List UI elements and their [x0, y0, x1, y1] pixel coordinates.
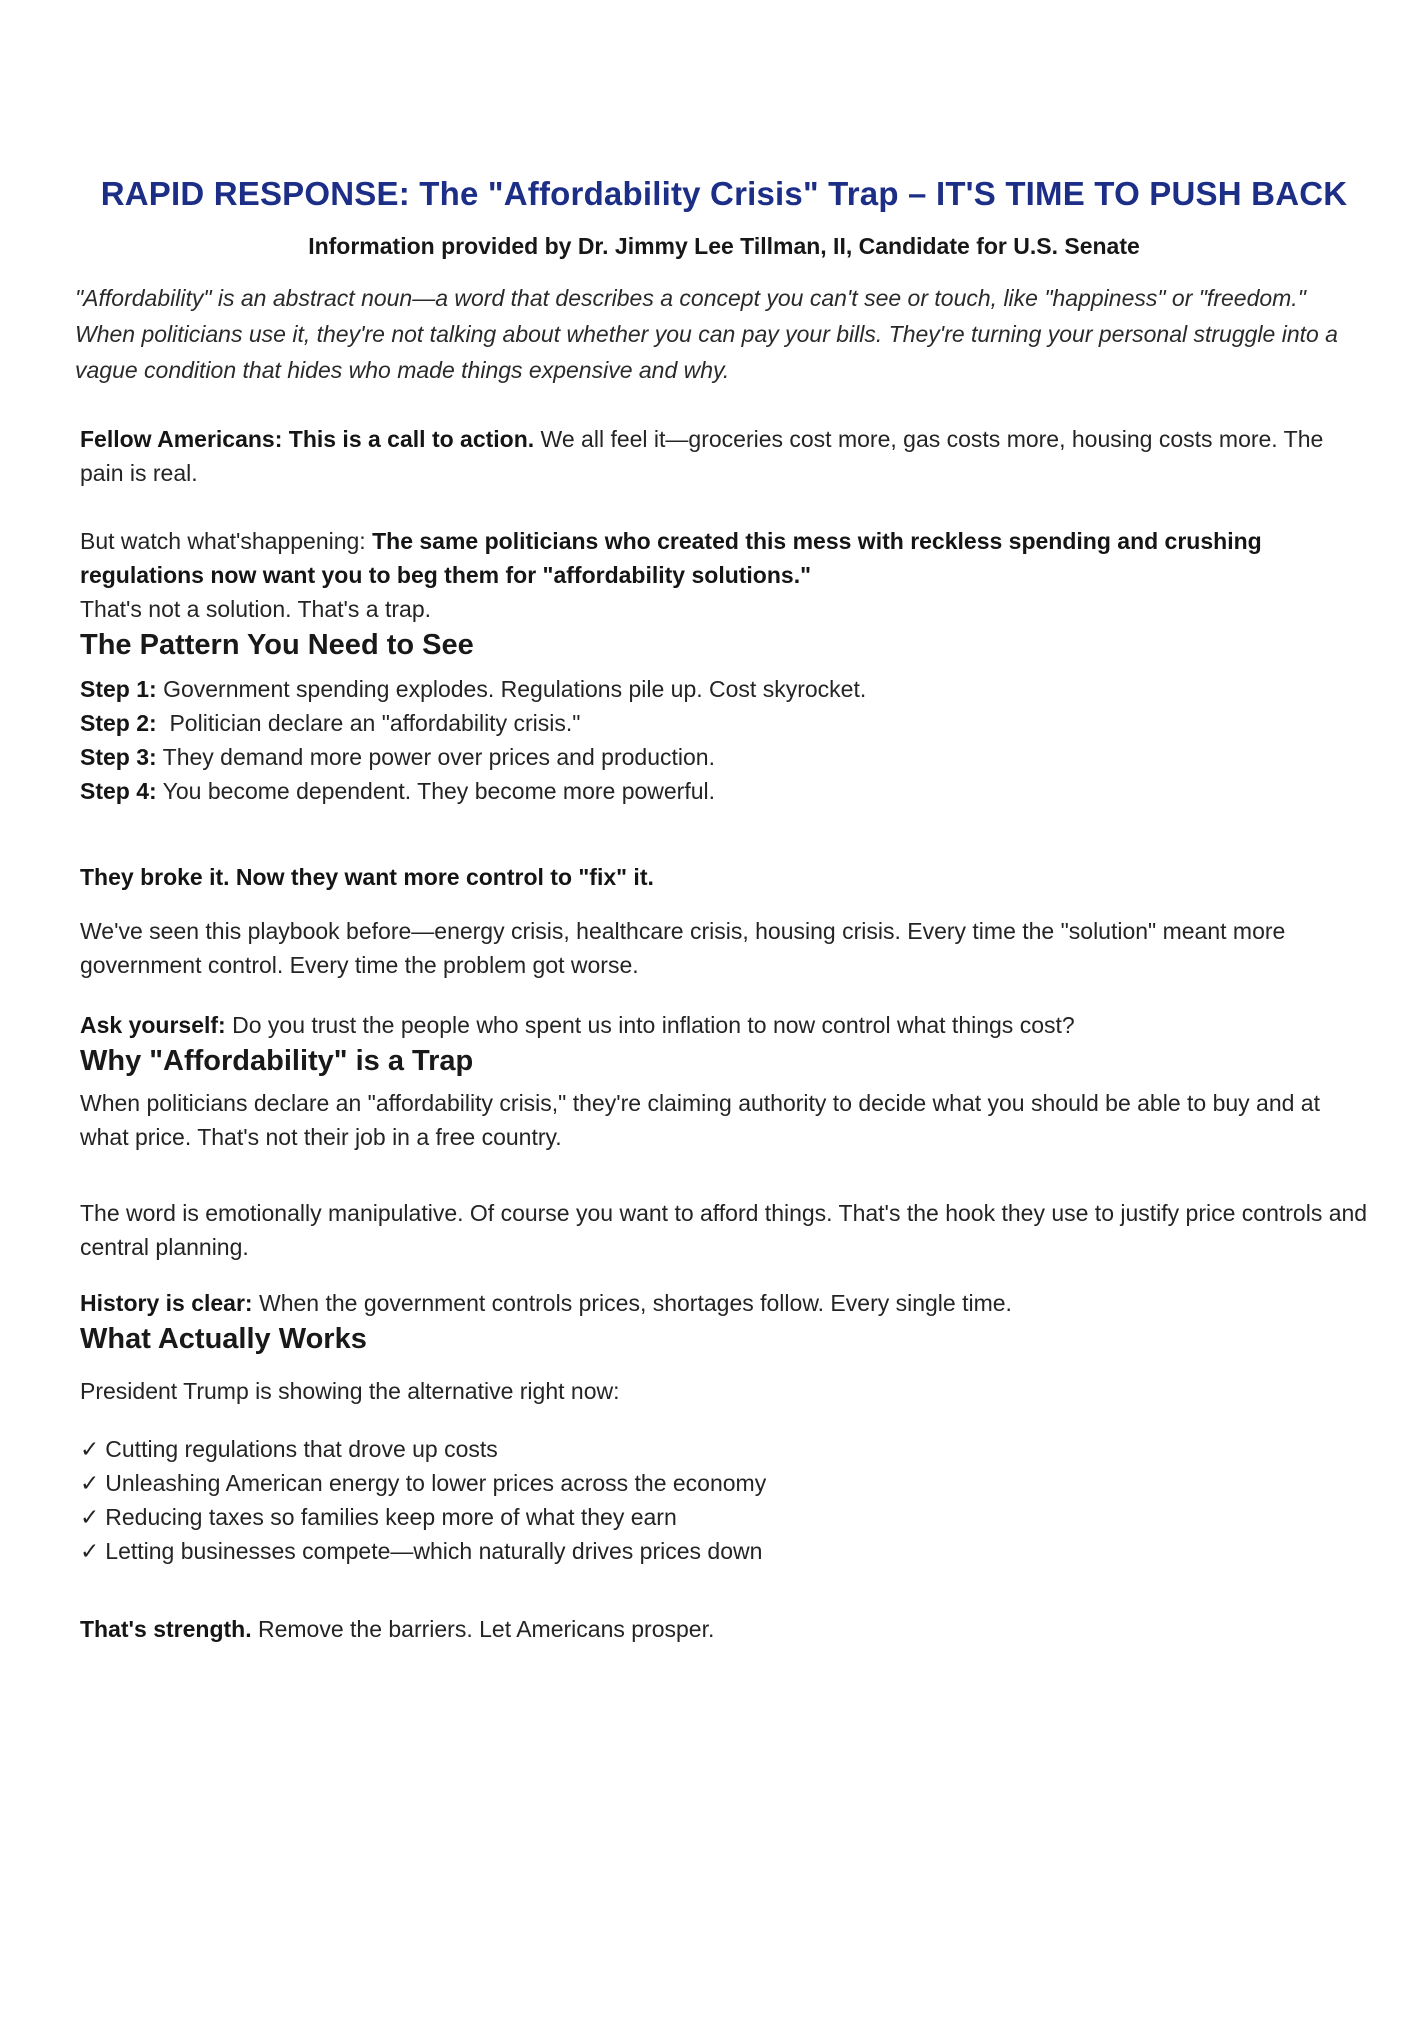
strength-paragraph	[80, 1612, 1368, 1646]
checklist-item-text: Unleashing American energy to lower prices across the economy	[105, 1470, 767, 1496]
check-icon: ✓	[80, 1538, 100, 1564]
section-heading-trap: Why "Affordability" is a Trap	[80, 1045, 474, 1077]
warning-paragraph	[80, 524, 1368, 626]
playbook-paragraph: We've seen this playbook before—energy crisis, healthcare crisis, housing crisis. Every time the "solution" meant more government control. Every time the problem got worse.	[80, 918, 1292, 978]
step-item	[80, 706, 1368, 740]
step-item	[80, 774, 1368, 808]
strength-lead: That's strength.	[80, 1616, 252, 1642]
strength-rest: Remove the barriers. Let Americans prosper.	[251, 1616, 715, 1642]
page-subtitle: Information provided by Dr. Jimmy Lee Tillman, II, Candidate for U.S. Senate	[308, 233, 1140, 259]
pattern-steps-list	[80, 672, 1368, 808]
check-icon: ✓	[80, 1504, 100, 1530]
checklist-item-text: Cutting regulations that drove up costs	[105, 1436, 498, 1462]
check-icon: ✓	[80, 1470, 100, 1496]
checklist-item-text: Letting businesses compete—which naturally drives prices down	[105, 1538, 763, 1564]
step-text: You become dependent. They become more powerful.	[156, 778, 716, 804]
step-label: Step 1:	[80, 676, 157, 702]
call-to-action-lead: Fellow Americans: This is a call to action.	[80, 426, 535, 452]
history-lead: History is clear:	[80, 1290, 253, 1316]
works-checklist	[80, 1432, 1368, 1568]
checklist-item	[80, 1534, 1368, 1568]
ask-yourself-paragraph	[80, 1008, 1368, 1042]
warning-conclusion: That's not a solution. That's a trap.	[80, 596, 431, 622]
step-label: Step 3:	[80, 744, 157, 770]
history-paragraph	[80, 1286, 1368, 1320]
ask-yourself-rest: Do you trust the people who spent us into inflation to now control what things cost?	[225, 1012, 1075, 1038]
step-text: Government spending explodes. Regulations pile up. Cost skyrocket.	[156, 676, 867, 702]
checklist-item	[80, 1500, 1368, 1534]
call-to-action-rest: We all feel it—groceries cost more, gas costs more, housing costs more. The pain is real.	[80, 426, 1330, 486]
page-title: RAPID RESPONSE: The "Affordability Crisis" Trap – IT'S TIME TO PUSH BACK	[100, 175, 1348, 212]
intro-quote: "Affordability" is an abstract noun—a word that describes a concept you can't see or touch, like "happiness" or "freedom." When politicians use it, they're not talking about whether you can pay your bills. They're turning your personal struggle into a vague condition that hides who made things expensive and why.	[75, 285, 1345, 383]
warning-bold: The same politicians who created this mess with reckless spending and crushing regulations now want you to beg them for "affordability solutions."	[80, 528, 1269, 588]
checklist-item-text: Reducing taxes so families keep more of what they earn	[105, 1504, 677, 1530]
trap-paragraph-2: The word is emotionally manipulative. Of course you want to afford things. That's the hook they use to justify price controls and central planning.	[80, 1200, 1374, 1260]
section-heading-pattern: The Pattern You Need to See	[80, 629, 474, 661]
section-heading-works: What Actually Works	[80, 1323, 367, 1355]
trap-paragraph-1: When politicians declare an "affordability crisis," they're claiming authority to decide what you should be able to buy and at what price. That's not their job in a free country.	[80, 1090, 1327, 1150]
document-content	[0, 172, 1428, 1646]
works-intro-paragraph: President Trump is showing the alternative right now:	[80, 1378, 620, 1404]
step-item	[80, 672, 1368, 706]
broke-statement: They broke it. Now they want more control to "fix" it.	[80, 864, 654, 890]
checklist-item	[80, 1466, 1368, 1500]
ask-yourself-lead: Ask yourself:	[80, 1012, 226, 1038]
step-text: Politician declare an "affordability crisis."	[156, 710, 581, 736]
check-icon: ✓	[80, 1436, 100, 1462]
step-label: Step 2:	[80, 710, 157, 736]
history-rest: When the government controls prices, shortages follow. Every single time.	[252, 1290, 1012, 1316]
checklist-item	[80, 1432, 1368, 1466]
step-label: Step 4:	[80, 778, 157, 804]
step-item	[80, 740, 1368, 774]
call-to-action-paragraph	[80, 422, 1368, 490]
warning-lead: But watch what'shappening:	[80, 528, 373, 554]
step-text: They demand more power over prices and production.	[156, 744, 715, 770]
